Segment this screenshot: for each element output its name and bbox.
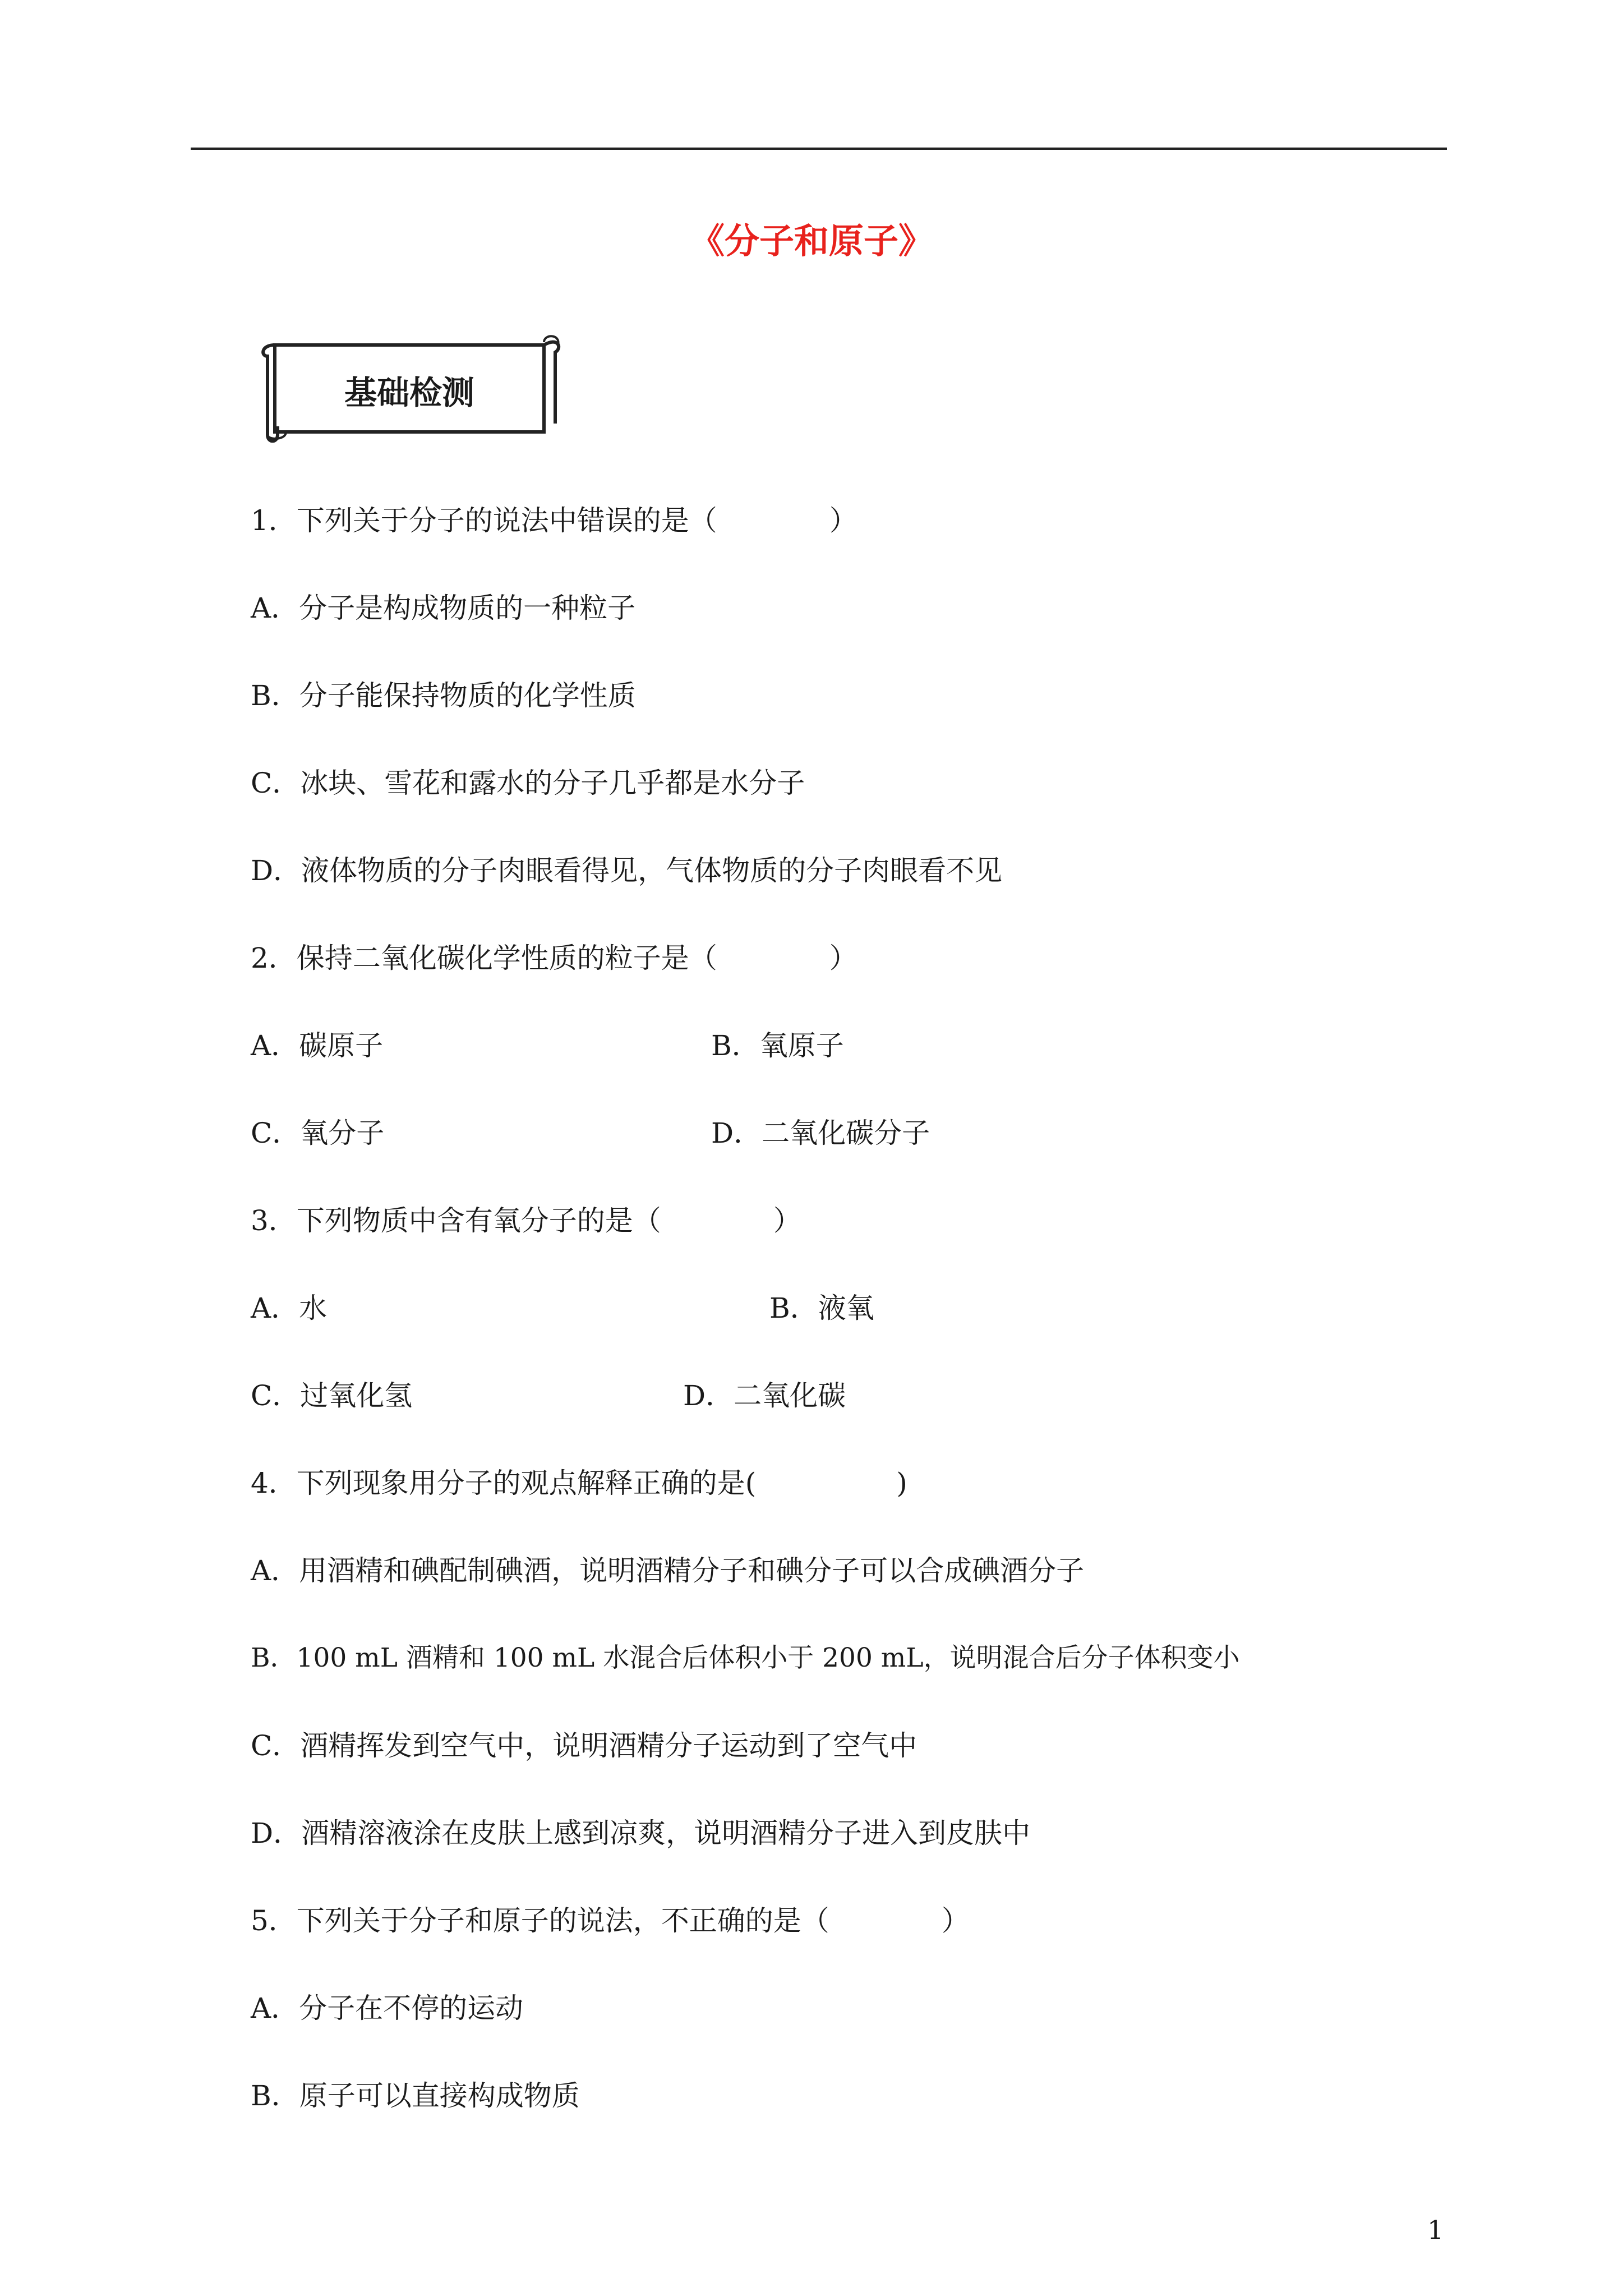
question-5: 5．下列关于分子和原子的说法，不正确的是（ ） bbox=[251, 1904, 970, 1937]
document-title: 《分子和原子》 bbox=[689, 220, 933, 261]
q1-option-b: B．分子能保持物质的化学性质 bbox=[251, 679, 636, 712]
q4-option-c: C．酒精挥发到空气中，说明酒精分子运动到了空气中 bbox=[251, 1729, 917, 1762]
q4-option-b: B．100 mL 酒精和 100 mL 水混合后体积小于 200 mL，说明混合后分子体积变小 bbox=[251, 1642, 1240, 1673]
q5-option-b: B．原子可以直接构成物质 bbox=[251, 2079, 580, 2112]
section-label: 基础检测 bbox=[344, 374, 475, 412]
q5-option-a: A．分子在不停的运动 bbox=[251, 1992, 524, 2024]
q3-option-d: D．二氧化碳 bbox=[683, 1379, 846, 1412]
question-4: 4．下列现象用分子的观点解释正确的是( ) bbox=[251, 1467, 907, 1499]
q1-option-c: C．冰块、雪花和露水的分子几乎都是水分子 bbox=[251, 767, 805, 799]
q4-option-d: D．酒精溶液涂在皮肤上感到凉爽，说明酒精分子进入到皮肤中 bbox=[251, 1817, 1031, 1849]
q3-option-b: B．液氧 bbox=[769, 1292, 874, 1324]
q1-option-d: D．液体物质的分子肉眼看得见，气体物质的分子肉眼看不见 bbox=[251, 854, 1003, 887]
q3-option-c: C．过氧化氢 bbox=[251, 1379, 413, 1412]
q3-option-a: A．水 bbox=[251, 1292, 328, 1324]
question-2: 2．保持二氧化碳化学性质的粒子是（ ） bbox=[251, 942, 857, 974]
section-banner bbox=[255, 331, 569, 449]
header-rule bbox=[191, 148, 1447, 150]
q2-option-a: A．碳原子 bbox=[251, 1029, 384, 1062]
q1-option-a: A．分子是构成物质的一种粒子 bbox=[251, 592, 636, 624]
question-3: 3．下列物质中含有氧分子的是（ ） bbox=[251, 1204, 801, 1237]
question-1: 1．下列关于分子的说法中错误的是（ ） bbox=[251, 504, 857, 537]
q4-option-a: A．用酒精和碘配制碘酒，说明酒精分子和碘分子可以合成碘酒分子 bbox=[251, 1554, 1085, 1587]
page-number: 1 bbox=[1427, 2215, 1444, 2245]
q2-option-b: B．氧原子 bbox=[711, 1029, 844, 1062]
q2-option-d: D．二氧化碳分子 bbox=[711, 1117, 930, 1149]
q2-option-c: C．氧分子 bbox=[251, 1117, 385, 1149]
